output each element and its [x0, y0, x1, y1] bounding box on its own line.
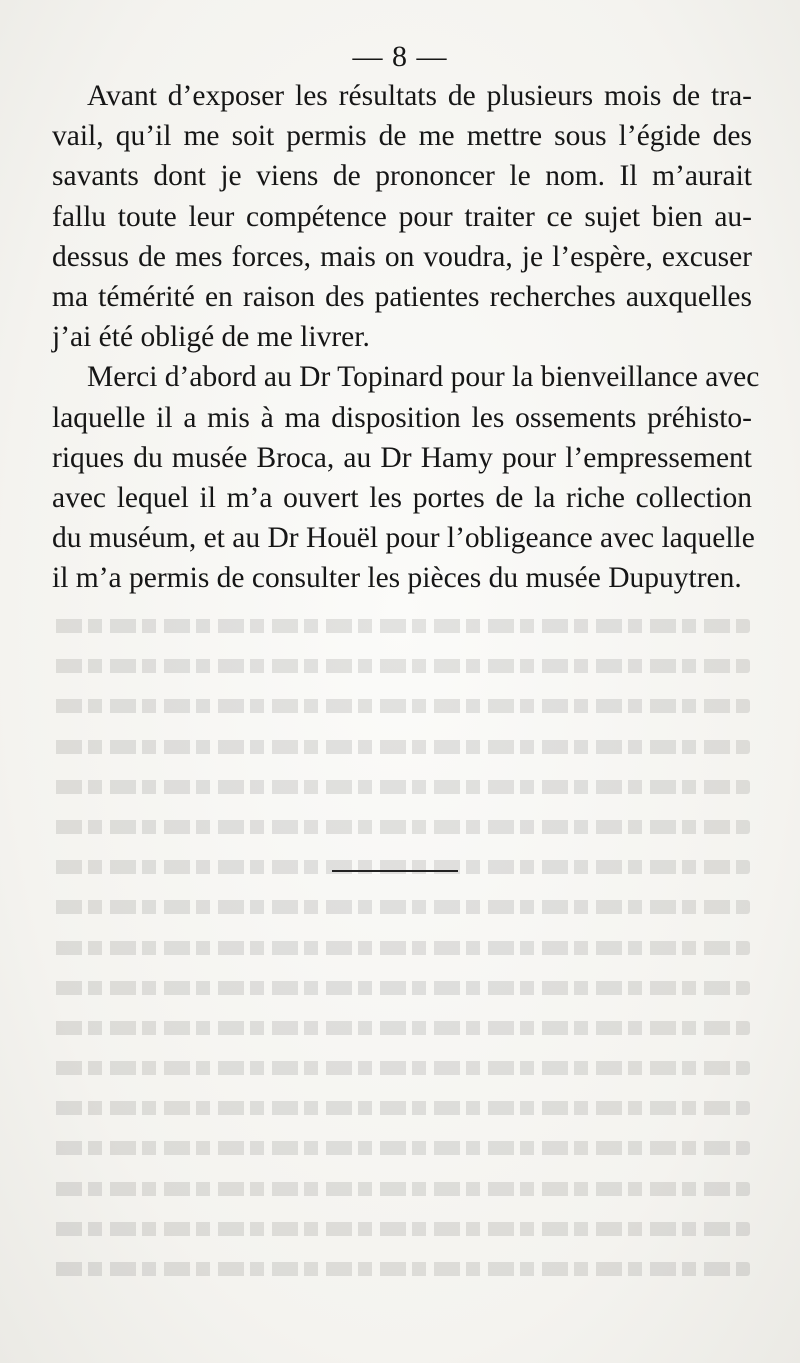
bleed-line	[50, 645, 750, 685]
page-number: — 8 —	[352, 40, 448, 73]
bleed-line	[50, 886, 750, 926]
bleed-line	[50, 1007, 750, 1047]
bleed-line	[50, 967, 750, 1007]
text-line: laquelle il a mis à ma disposition les ossements préhisto-	[52, 401, 752, 434]
text-line: ma témérité en raison des patientes recherches auxquelles	[52, 280, 752, 313]
text-line: riques du musée Broca, au Dr Hamy pour l’empressement	[52, 441, 752, 474]
bleed-line	[50, 766, 750, 806]
bleed-line	[50, 806, 750, 846]
bleed-line	[50, 1127, 750, 1167]
text-line: vail, qu’il me soit permis de me mettre sous l’égide des	[52, 120, 752, 153]
text-line: avec lequel il m’a ouvert les portes de la riche collection	[52, 481, 752, 514]
text-line: du muséum, et au Dr Houël pour l’obligeance avec laquelle	[52, 522, 755, 555]
bleed-line	[50, 1168, 750, 1208]
text-line: il m’a permis de consulter les pièces du musée Dupuytren.	[52, 562, 742, 595]
text-line: dessus de mes forces, mais on voudra, je l’espère, excuser	[52, 240, 752, 273]
text-line: Merci d’abord au Dr Topinard pour la bienveillance avec	[87, 361, 760, 394]
bleed-through-lines	[50, 605, 750, 1288]
text-line: j’ai été obligé de me livrer.	[52, 321, 370, 354]
body-text	[52, 76, 760, 598]
bleed-line	[50, 927, 750, 967]
bleed-line	[50, 1087, 750, 1127]
bleed-line	[50, 726, 750, 766]
text-line: Avant d’exposer les résultats de plusieurs mois de tra-	[87, 80, 752, 112]
bleed-line	[50, 846, 750, 886]
text-line: fallu toute leur compétence pour traiter ce sujet bien au-	[52, 200, 752, 233]
bleed-line	[50, 605, 750, 645]
paragraph-2	[52, 357, 760, 598]
bleed-line	[50, 685, 750, 725]
section-divider	[332, 870, 458, 872]
text-line: savants dont je viens de prononcer le nom. Il m’aurait	[52, 160, 752, 193]
paragraph-1	[52, 76, 752, 357]
bleed-line	[50, 1208, 750, 1248]
bleed-line	[50, 1047, 750, 1087]
bleed-line	[50, 1248, 750, 1288]
